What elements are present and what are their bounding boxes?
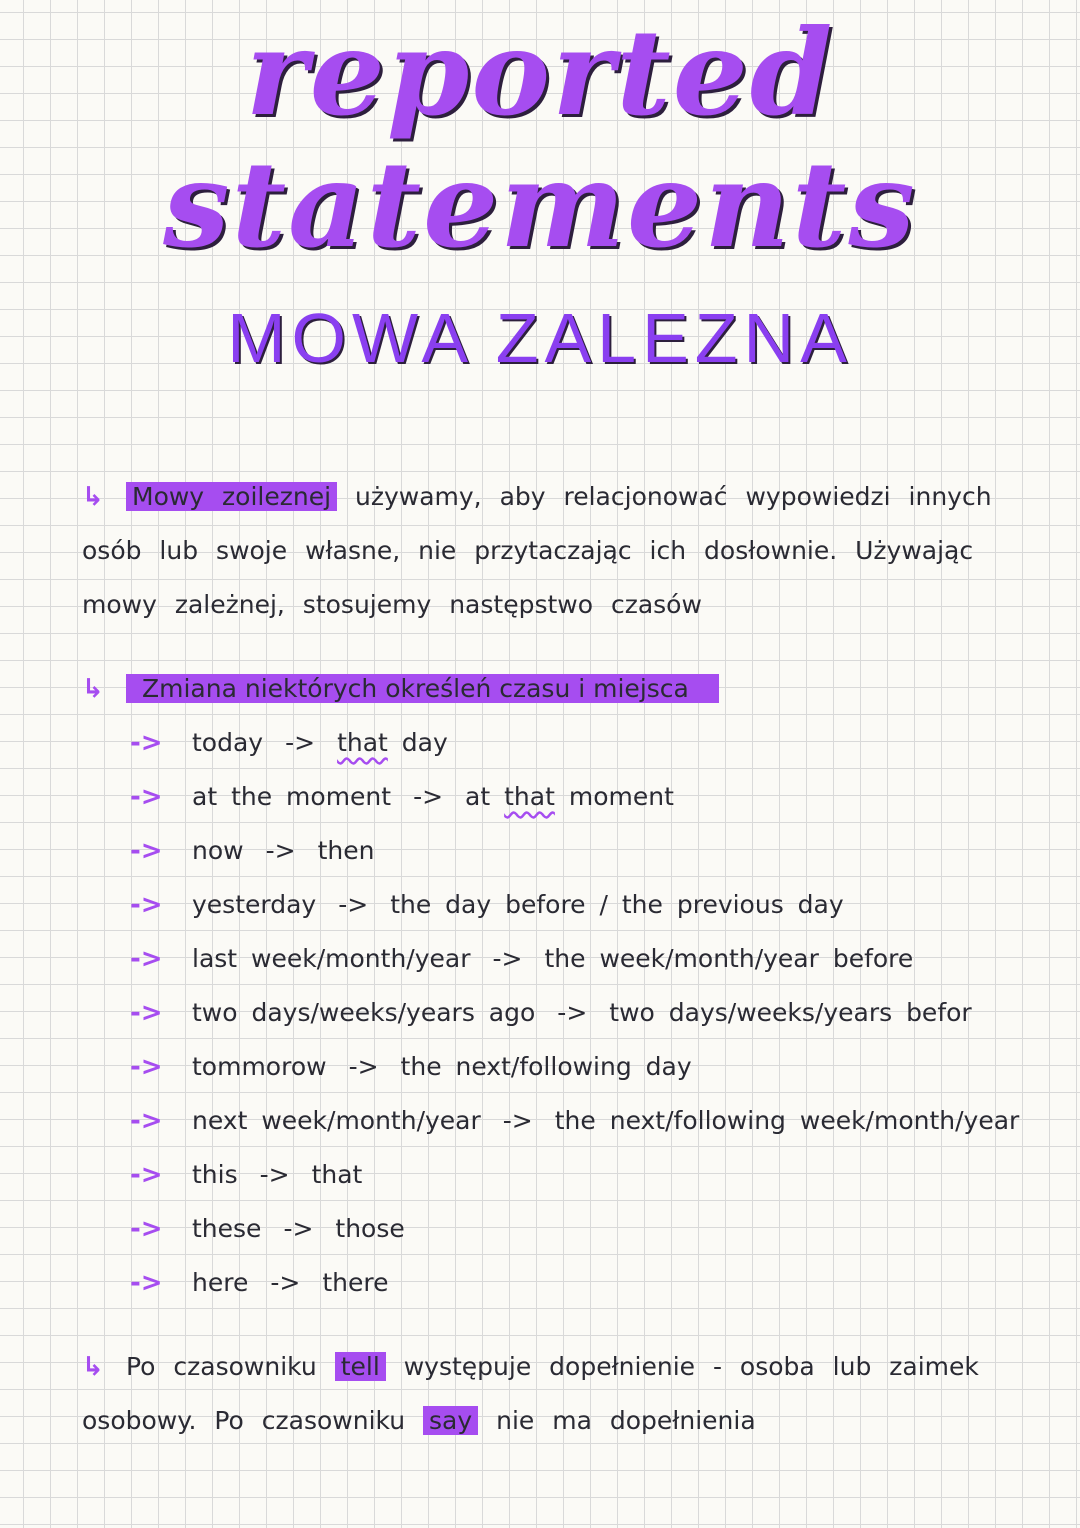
list-item — [130, 770, 1030, 824]
expression-from: now — [192, 836, 244, 865]
expression-to: that — [311, 1160, 363, 1189]
list-item — [130, 932, 1030, 986]
subtitle: MOWA ZALEZNA — [227, 299, 853, 377]
list-item — [130, 878, 1030, 932]
arrow-icon: -> — [285, 728, 316, 757]
expression-from: next week/month/year — [192, 1106, 481, 1135]
expression-from: today — [192, 728, 264, 757]
arrow-icon: -> — [502, 1106, 533, 1135]
arrow-right-icon: -> — [130, 1106, 163, 1136]
arrow-right-icon: -> — [130, 1214, 163, 1244]
changes-heading — [82, 662, 719, 716]
verbs-text-1: Po czasowniku — [126, 1352, 317, 1381]
changes-heading-label: Zmiana niektórych określeń czasu i miejsca — [126, 674, 719, 703]
bullet-icon: ↳ — [82, 674, 104, 704]
highlight-term: Mowy zoileznej — [126, 482, 337, 511]
arrow-icon: -> — [413, 782, 444, 811]
expression-from: at the moment — [192, 782, 392, 811]
arrow-icon: -> — [270, 1268, 301, 1297]
list-item — [130, 1148, 1030, 1202]
arrow-icon: -> — [492, 944, 523, 973]
arrow-icon: -> — [265, 836, 296, 865]
list-item — [130, 986, 1030, 1040]
expression-from: these — [192, 1214, 262, 1243]
expression-to-rest: day — [401, 728, 448, 757]
underlined-word: that — [504, 782, 555, 811]
expression-to: there — [322, 1268, 389, 1297]
verb-tell: tell — [335, 1352, 386, 1381]
arrow-right-icon: -> — [130, 836, 163, 866]
arrow-icon: -> — [283, 1214, 314, 1243]
verbs-paragraph — [82, 1340, 1032, 1448]
arrow-right-icon: -> — [130, 1268, 163, 1298]
arrow-icon: -> — [259, 1160, 290, 1189]
expression-to: then — [317, 836, 375, 865]
list-item — [130, 1202, 1030, 1256]
list-item — [130, 1094, 1030, 1148]
expression-to: the next/following week/month/year — [554, 1106, 1020, 1135]
bullet-icon: ↳ — [82, 482, 104, 512]
verbs-text-2: występuje dopełnienie - osoba lub zaimek osobowy. Po czasowniku — [82, 1352, 979, 1435]
arrow-right-icon: -> — [130, 782, 163, 812]
expression-from: yesterday — [192, 890, 317, 919]
expression-from: last week/month/year — [192, 944, 471, 973]
expression-to: the next/following day — [400, 1052, 692, 1081]
expression-to: the day before / the previous day — [390, 890, 844, 919]
changes-list — [130, 716, 1030, 1310]
expression-from: here — [192, 1268, 249, 1297]
underlined-word: that — [337, 728, 388, 757]
expression-from: this — [192, 1160, 238, 1189]
bullet-icon: ↳ — [82, 1352, 104, 1382]
title-line-2: statements — [163, 135, 917, 274]
expression-to: two days/weeks/years befor — [609, 998, 972, 1027]
arrow-icon: -> — [338, 890, 369, 919]
arrow-icon: -> — [557, 998, 588, 1027]
arrow-right-icon: -> — [130, 890, 163, 920]
list-item — [130, 716, 1030, 770]
verbs-text-3: nie ma dopełnienia — [496, 1406, 756, 1435]
expression-from: two days/weeks/years ago — [192, 998, 536, 1027]
arrow-right-icon: -> — [130, 1160, 163, 1190]
arrow-right-icon: -> — [130, 728, 163, 758]
arrow-right-icon: -> — [130, 944, 163, 974]
list-item — [130, 1256, 1030, 1310]
verb-say: say — [423, 1406, 478, 1435]
expression-to: the week/month/year before — [544, 944, 914, 973]
intro-text: używamy, aby relacjonować wypowiedzi innych osób lub swoje własne, nie przytaczając ich dosłownie. Używając mowy zależnej, stosujemy następstwo czasów — [82, 482, 992, 619]
arrow-icon: -> — [348, 1052, 379, 1081]
arrow-right-icon: -> — [130, 1052, 163, 1082]
intro-paragraph — [82, 470, 1032, 632]
arrow-right-icon: -> — [130, 998, 163, 1028]
expression-to-rest: moment — [568, 782, 674, 811]
title-line-1: reported — [245, 3, 835, 142]
list-item — [130, 1040, 1030, 1094]
expression-from: tommorow — [192, 1052, 327, 1081]
expression-to: at — [465, 782, 491, 811]
expression-to: those — [335, 1214, 405, 1243]
list-item — [130, 824, 1030, 878]
